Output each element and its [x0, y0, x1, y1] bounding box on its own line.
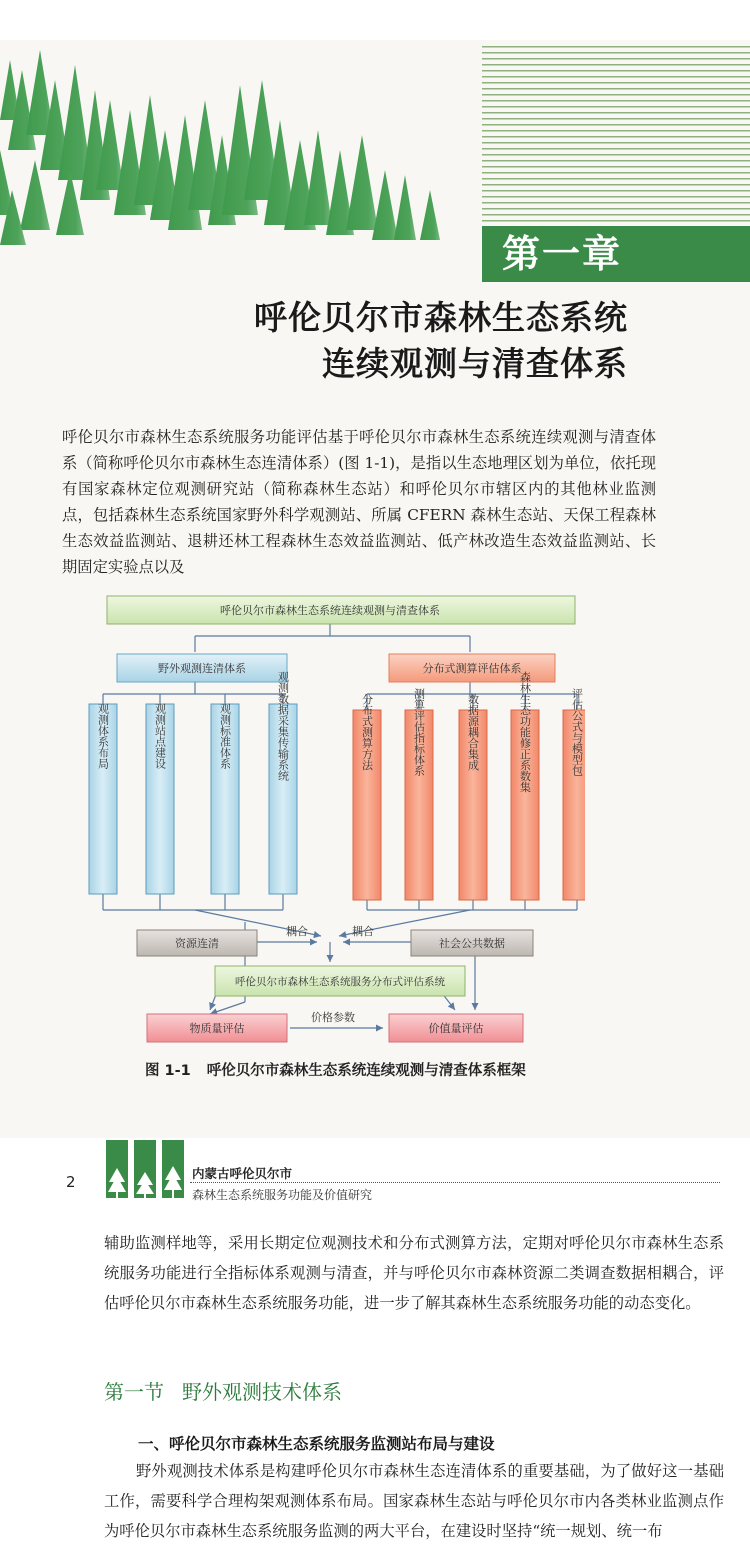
diagram-top-label: 呼伦贝尔市森林生态系统连续观测与清查体系: [220, 604, 440, 617]
page2-paragraph-1: 辅助监测样地等，采用长期定位观测技术和分布式测算方法，定期对呼伦贝尔市森林生态系统服务功能进行全指标体系观测与清查，并与呼伦贝尔市森林资源二类调查数据相耦合，评估呼伦贝尔市森林生态系统服务功能，进一步了解其森林生态系统服务功能的动态变化。: [104, 1234, 724, 1312]
section-heading: [104, 1376, 342, 1405]
diagram-social-box: 社会公共数据: [439, 937, 505, 950]
diagram-right-items: [353, 670, 585, 900]
diagram-physical-box: 物质量评估: [189, 1022, 245, 1035]
figure-caption: [145, 1059, 526, 1080]
page-number: 2: [66, 1173, 76, 1191]
running-header-subtitle: 森林生态系统服务功能及价值研究: [192, 1188, 373, 1202]
diagram-right-item-2: 测算评估指标体系: [412, 688, 426, 776]
running-header-title: 内蒙古呼伦贝尔市: [192, 1166, 293, 1181]
diagram-right-item-4: 森林生态功能修正系数集: [518, 671, 532, 793]
diagram-left-item-1: 观测体系布局: [96, 703, 110, 769]
diagram-right-item-1: 分布式测算方法: [360, 693, 374, 771]
chapter-title-line2: 连续观测与清查体系: [322, 344, 628, 383]
diagram-coupling-right: 耦合: [352, 925, 374, 938]
chapter-title-line1: 呼伦贝尔市森林生态系统: [254, 298, 628, 337]
framework-diagram: [85, 592, 585, 1054]
diagram-left-items: [89, 671, 297, 894]
diagram-left-item-3: 观测标准体系: [218, 703, 232, 769]
diagram-left-item-2: 观测站点建设: [153, 703, 167, 769]
tree-logo-icon: [104, 1140, 188, 1198]
diagram-system-box: 呼伦贝尔市森林生态系统服务分布式评估系统: [235, 976, 445, 988]
figure-caption-text: 呼伦贝尔市森林生态系统连续观测与清查体系框架: [206, 1063, 526, 1079]
diagram-coupling-left: 耦合: [286, 925, 308, 938]
chapter-label: 第一章: [482, 226, 750, 282]
diagram-left-item-4: 观测数据采集传输系统: [276, 671, 290, 781]
figure-number: 图 1-1: [145, 1063, 191, 1079]
diagram-right-item-5: 评估公式与模型包: [570, 688, 584, 776]
diagram-value-box: 价值量评估: [428, 1022, 484, 1035]
header-divider: [190, 1182, 720, 1183]
page2-paragraph-2: 野外观测技术体系是构建呼伦贝尔市森林生态连清体系的重要基础，为了做好这一基础工作，需要科学合理构架观测体系布局。国家森林生态站与呼伦贝尔市内各类林业监测点作为呼伦贝尔市森林生态系统服务监测的两大平台，在建设时坚持“统一规划、统一布: [104, 1462, 724, 1540]
diagram-right-item-3: 数据源耦合集成: [466, 693, 480, 771]
decorative-stripes: [482, 46, 750, 224]
diagram-resource-box: 资源连清: [175, 937, 219, 950]
diagram-left-header: 野外观测连清体系: [158, 662, 246, 675]
diagram-price-label: 价格参数: [311, 1011, 355, 1024]
intro-paragraph: 呼伦贝尔市森林生态系统服务功能评估基于呼伦贝尔市森林生态系统连续观测与清查体系（简称呼伦贝尔市森林生态连清体系）(图 1-1)，是指以生态地理区划为单位，依托现有国家森林定位观测研究站（简称森林生态站）和呼伦贝尔市辖区内的其他林业监测点，包括森林生态系统国家野外科学观测站、所属 CFERN 森林生态站、天保工程森林生态效益监测站、退耕还林工程森林生态效益监测站、低产林改造生态效益监测站、长期固定实验点以及: [62, 428, 656, 576]
subsection-heading: 一、呼伦贝尔市森林生态系统服务监测站布局与建设: [138, 1435, 495, 1453]
section-number: 第一节: [104, 1380, 164, 1404]
diagram-right-header: 分布式测算评估体系: [422, 662, 522, 675]
section-title: 野外观测技术体系: [182, 1380, 342, 1404]
page-top-margin: [0, 0, 750, 40]
forest-illustration: [0, 40, 480, 250]
